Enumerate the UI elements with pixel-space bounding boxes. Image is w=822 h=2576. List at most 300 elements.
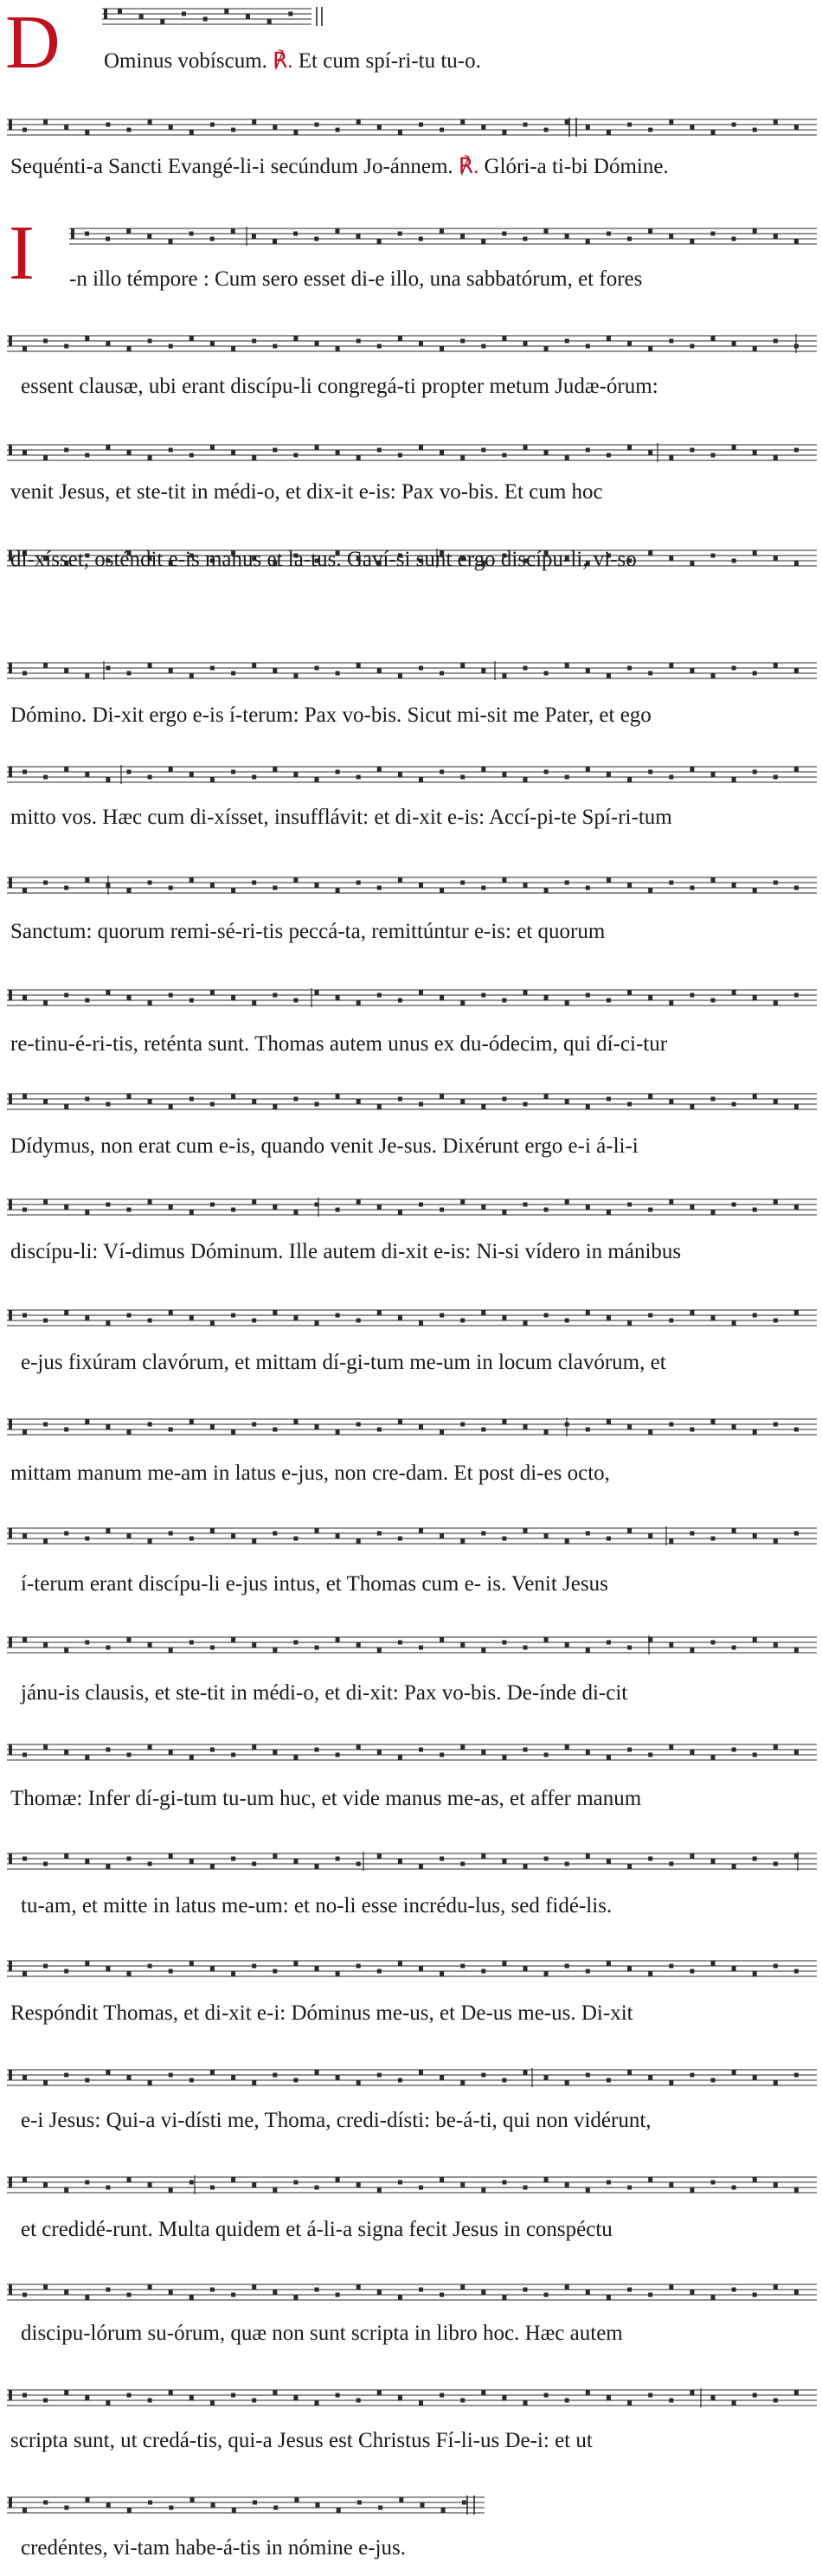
neume-note	[169, 448, 173, 453]
neume-note	[273, 1969, 277, 1974]
neume-note	[22, 451, 27, 455]
neume-note	[189, 2396, 194, 2400]
neume-note	[774, 339, 778, 344]
neume-note	[210, 123, 215, 127]
neume-note	[544, 2076, 549, 2080]
neume-note	[231, 2076, 235, 2080]
neume-note	[85, 1316, 89, 1320]
neume-note	[544, 1857, 549, 1861]
neume-note	[293, 2296, 298, 2300]
neume-note	[106, 1865, 110, 1869]
neume-note	[231, 1857, 235, 1861]
neume-note	[231, 1638, 235, 1642]
neume-note	[565, 456, 569, 460]
neume-note	[607, 2181, 611, 2185]
neume-note	[586, 2073, 590, 2078]
lyric-line-2	[10, 154, 669, 180]
chant-staff	[7, 1094, 817, 1109]
neume-note	[544, 347, 549, 351]
neume-note	[22, 2293, 27, 2297]
neume-note	[753, 889, 757, 893]
neume-note	[419, 446, 423, 450]
neume-note	[502, 999, 506, 1003]
neume-note	[481, 1428, 485, 1432]
neume-note	[419, 237, 423, 241]
neume-note	[586, 2391, 590, 2395]
neume-note	[293, 1962, 298, 1966]
neume-note	[732, 1529, 736, 1533]
neume-note	[648, 1534, 652, 1539]
chant-staff	[7, 2175, 817, 2194]
neume-note	[85, 674, 89, 678]
neume-note	[273, 448, 277, 453]
neume-note	[669, 1539, 673, 1544]
neume-note	[356, 881, 361, 885]
lyric-line-16: jánu-is clausis, et ste-tit in médi-o, et di-xit: Pax vo-bis. De-índe di-cit	[21, 1681, 628, 1705]
neume-note	[648, 229, 652, 234]
clef-mark	[9, 767, 12, 777]
neume-note	[565, 1100, 569, 1104]
neume-note	[85, 2181, 89, 2185]
neume-note	[377, 1105, 382, 1109]
clef-mark	[9, 336, 12, 346]
neume-note	[64, 1105, 68, 1109]
neume-note	[273, 1205, 277, 1210]
neume-note	[669, 1423, 673, 1427]
neume-note	[460, 1745, 465, 1750]
neume-note	[753, 1857, 757, 1861]
neume-note	[356, 1423, 361, 1427]
neume-note	[607, 1641, 611, 1645]
neume-note	[565, 339, 569, 344]
clef-mark	[9, 1094, 12, 1104]
neume-note	[565, 120, 569, 125]
neume-note	[481, 1105, 485, 1109]
neume-note	[127, 2076, 132, 2080]
neume-note	[22, 2178, 27, 2182]
neume-note	[398, 999, 402, 1003]
neume-note	[586, 993, 590, 998]
neume-note	[711, 674, 716, 678]
neume-note	[690, 1311, 694, 1315]
neume-note	[440, 1314, 444, 1318]
neume-note	[502, 453, 506, 458]
neume-note	[231, 2393, 235, 2398]
neume-note	[127, 1753, 132, 1757]
neume-note	[669, 1862, 673, 1866]
neume-note	[669, 881, 673, 885]
neume-note	[336, 1857, 340, 1861]
neume-note	[43, 2081, 48, 2085]
neume-note	[502, 2296, 506, 2300]
neume-note	[293, 878, 298, 883]
neume-note	[565, 1862, 569, 1866]
neume-note	[189, 232, 194, 236]
neume-note	[794, 448, 799, 453]
neume-note	[753, 1972, 757, 1976]
neume-note	[377, 1428, 382, 1432]
neume-note	[607, 773, 611, 777]
neume-note	[43, 120, 48, 125]
neume-note	[523, 1646, 528, 1650]
neume-note	[481, 1205, 485, 1210]
neume-note	[460, 2183, 465, 2187]
neume-note	[356, 339, 361, 344]
neume-note	[794, 240, 799, 244]
neume-note	[502, 1097, 506, 1102]
neume-note	[586, 1311, 590, 1315]
neume-note	[169, 1532, 173, 1536]
neume-note	[753, 2293, 757, 2297]
neume-note	[523, 2401, 528, 2406]
neume-note	[440, 229, 444, 234]
neume-note	[169, 1751, 173, 1755]
lyric-line-11: Dídymus, non erat cum e-is, quando venit Je-sus. Dixérunt ergo e-i á-li-i	[10, 1134, 639, 1158]
neume-note	[690, 1648, 694, 1653]
neume-note	[377, 1648, 382, 1653]
neume-note	[189, 453, 194, 458]
neume-note	[106, 1529, 110, 1533]
neume-note	[419, 1967, 423, 1971]
neume-note	[210, 1646, 215, 1650]
neume-note	[148, 1643, 152, 1648]
neume-note	[398, 1211, 402, 1215]
chant-staff	[7, 876, 817, 895]
neume-note	[85, 1641, 89, 1645]
neume-note	[398, 1860, 402, 1864]
chant-staff	[7, 1310, 817, 1326]
neume-note	[586, 1648, 590, 1653]
neume-note	[43, 2285, 48, 2290]
neume-note	[648, 1430, 652, 1435]
neume-note	[377, 2073, 382, 2078]
neume-note	[231, 1534, 235, 1539]
neume-note	[273, 2188, 277, 2193]
neume-note	[288, 12, 292, 16]
lyric-line-3: -n illo témpore : Cum sero esset di-e illo, una sabbatórum, et fores	[69, 267, 643, 291]
neume-note	[523, 666, 528, 671]
neume-note	[252, 339, 256, 344]
neume-note	[627, 1646, 632, 1650]
neume-note	[22, 1534, 27, 1539]
neume-note	[43, 664, 48, 668]
neume-note	[169, 1428, 173, 1432]
neume-note	[148, 2399, 152, 2403]
neume-note	[273, 2073, 277, 2078]
lyric-line-21: et credidé-runt. Multa quidem et á-li-a signa fecit Jesus in conspéctu	[21, 2218, 613, 2241]
neume-note	[336, 1972, 340, 1976]
neume-note	[399, 2498, 403, 2502]
clef-mark	[71, 228, 74, 239]
neume-note	[648, 671, 652, 676]
clef-mark	[9, 1199, 12, 1210]
neume-note	[106, 2288, 110, 2292]
clef-mark	[9, 663, 12, 673]
neume-note	[440, 451, 444, 455]
neume-note	[210, 883, 215, 888]
neume-note	[43, 1862, 48, 1866]
neume-note	[231, 1972, 235, 1976]
neume-note	[460, 456, 465, 460]
neume-note	[189, 1211, 194, 1215]
lyric-line-22: discipu-lórum su-órum, quæ non sunt scripta in libro hoc. Hæc autem	[21, 2322, 623, 2345]
lyric-line-5: venit Jesus, et ste-tit in médi-o, et dix-it e-is: Pax vo-bis. Et cum hoc	[10, 480, 603, 504]
clef-mark	[9, 2070, 12, 2080]
chant-staff	[7, 1744, 817, 1760]
neume-note	[127, 770, 132, 774]
clef-mark	[9, 445, 12, 455]
neume-note	[189, 1097, 194, 1102]
neume-note	[336, 1753, 340, 1757]
neume-note	[523, 1425, 528, 1429]
neume-note	[85, 1420, 89, 1424]
neume-note	[252, 664, 256, 668]
neume-note	[43, 1100, 48, 1104]
neume-note	[502, 131, 506, 135]
neume-note	[293, 1316, 298, 1320]
neume-note	[502, 878, 506, 883]
neume-note	[419, 1321, 423, 1326]
neume-note	[127, 1314, 132, 1318]
neume-note	[315, 2288, 319, 2292]
neume-note	[440, 2393, 444, 2398]
neume-note	[148, 881, 152, 885]
neume-note	[669, 456, 673, 460]
neume-note	[22, 1430, 27, 1435]
neume-note	[148, 1423, 152, 1427]
neume-note	[607, 2078, 611, 2083]
neume-note	[460, 1423, 465, 1427]
neume-note	[586, 886, 590, 890]
lyric-line-10: re-tinu-é-ri-tis, reténta sunt. Thomas autem unus ex du-ódecim, qui dí-ci-tur	[10, 1032, 668, 1056]
neume-note	[753, 2393, 757, 2398]
neume-note	[523, 1748, 528, 1752]
neume-note	[22, 1314, 27, 1318]
neume-note	[127, 1972, 132, 1976]
neume-note	[711, 773, 716, 777]
neume-note	[336, 671, 340, 676]
neume-note	[690, 240, 694, 244]
response-symbol: ℟.	[273, 49, 293, 73]
neume-note	[337, 2509, 341, 2513]
neume-note	[440, 2076, 444, 2080]
neume-note	[794, 1428, 799, 1432]
neume-note	[502, 1860, 506, 1864]
neume-note	[64, 1751, 68, 1755]
neume-note	[460, 339, 465, 344]
lyric-text: Ominus vobíscum.	[104, 49, 267, 73]
neume-note	[794, 993, 799, 998]
neume-note	[160, 20, 164, 24]
neume-note	[440, 1208, 444, 1212]
neume-note	[648, 1857, 652, 1861]
neume-note	[481, 2073, 485, 2078]
neume-note	[293, 773, 298, 777]
neume-note	[356, 120, 361, 125]
neume-note	[440, 1972, 444, 1976]
neume-note	[774, 1100, 778, 1104]
neume-note	[481, 344, 485, 349]
neume-note	[356, 1319, 361, 1323]
neume-note	[627, 2186, 632, 2190]
neume-note	[231, 2293, 235, 2297]
neume-note	[148, 1100, 152, 1104]
neume-note	[586, 768, 590, 772]
neume-note	[210, 1203, 215, 1207]
neume-note	[398, 1537, 402, 1541]
neume-note	[315, 883, 319, 888]
neume-note	[148, 775, 152, 780]
neume-note	[106, 1321, 110, 1326]
neume-note	[669, 1964, 673, 1969]
neume-note	[148, 1745, 152, 1750]
neume-note	[523, 1321, 528, 1326]
neume-note	[293, 232, 298, 236]
neume-note	[711, 999, 716, 1003]
neume-note	[106, 778, 110, 782]
neume-note	[148, 1539, 152, 1544]
neume-note	[64, 1205, 68, 1210]
neume-note	[189, 1316, 194, 1320]
neume-note	[22, 1972, 27, 1976]
neume-note	[753, 2076, 757, 2080]
neume-note	[440, 2293, 444, 2297]
neume-note	[544, 1638, 549, 1642]
neume-note	[377, 1532, 382, 1536]
neume-note	[315, 778, 319, 782]
clef-mark	[9, 1853, 12, 1864]
neume-note	[523, 2071, 528, 2075]
neume-note	[148, 1964, 152, 1969]
neume-note	[565, 775, 569, 780]
neume-note	[127, 451, 132, 455]
neume-note	[106, 1425, 110, 1429]
neume-note	[252, 1001, 256, 1005]
neume-note	[64, 448, 68, 453]
neume-note	[315, 123, 319, 127]
clef-mark	[9, 1419, 12, 1429]
neume-note	[293, 1641, 298, 1645]
neume-note	[690, 2073, 694, 2078]
neume-note	[419, 1203, 423, 1207]
neume-note	[460, 1200, 465, 1204]
neume-note	[544, 2393, 549, 2398]
lyric-line-18: tu-am, et mitte in latus me-um: et no-li esse incrédu-lus, sed fidé-lis.	[21, 1894, 613, 1918]
neume-note	[118, 10, 122, 14]
neume-note	[85, 453, 89, 458]
neume-note	[711, 1537, 716, 1541]
neume-note	[753, 1430, 757, 1435]
neume-note	[273, 768, 277, 772]
neume-note	[22, 770, 27, 774]
neume-note	[252, 120, 256, 125]
neume-note	[586, 1428, 590, 1432]
neume-note	[794, 1105, 799, 1109]
neume-note	[711, 1097, 716, 1102]
neume-note	[481, 125, 485, 130]
neume-note	[293, 999, 298, 1003]
neume-note	[753, 671, 757, 676]
neume-note	[189, 1641, 194, 1645]
neume-note	[440, 1534, 444, 1539]
neume-note	[43, 1964, 48, 1969]
neume-note	[169, 2290, 173, 2295]
neume-note	[273, 240, 277, 244]
neume-note	[22, 671, 27, 676]
neume-note	[357, 2501, 362, 2505]
neume-note	[273, 1311, 277, 1315]
neume-note	[127, 671, 132, 676]
neume-note	[356, 1643, 361, 1648]
neume-note	[293, 2181, 298, 2185]
neume-note	[753, 1314, 757, 1318]
neume-note	[648, 1314, 652, 1318]
neume-note	[356, 2399, 361, 2403]
neume-note	[315, 1748, 319, 1752]
neume-note	[189, 131, 194, 135]
neume-note	[210, 342, 215, 346]
neume-note	[273, 2506, 278, 2510]
neume-note	[43, 775, 48, 780]
neume-note	[627, 2288, 632, 2292]
neume-note	[627, 666, 632, 671]
neume-note	[315, 1967, 319, 1971]
neume-note	[419, 2401, 423, 2406]
neume-note	[586, 448, 590, 453]
neume-note	[273, 2391, 277, 2395]
neume-note	[648, 889, 652, 893]
neume-note	[106, 2186, 110, 2190]
neume-note	[189, 1860, 194, 1864]
neume-note	[64, 669, 68, 673]
neume-note	[502, 1641, 506, 1645]
clef-mark	[9, 1528, 12, 1539]
neume-note	[481, 2188, 485, 2193]
neume-note	[106, 1102, 110, 1107]
neume-note	[669, 775, 673, 780]
neume-note	[356, 775, 361, 780]
neume-note	[586, 125, 590, 130]
neume-note	[169, 2073, 173, 2078]
neume-note	[210, 2401, 215, 2406]
neume-note	[169, 240, 173, 244]
neume-note	[169, 2188, 173, 2193]
lyric-text: Sequénti-a Sancti Evangé-li-i secúndum Jo-ánnem.	[10, 155, 453, 178]
neume-note	[169, 768, 173, 772]
chant-staff	[7, 2068, 817, 2087]
neume-note	[419, 123, 423, 127]
chant-staff	[7, 118, 817, 137]
neume-note	[169, 1311, 173, 1315]
lyric-line-14: mittam manum me-am in latus e-jus, non cre-dam. Et post di-es octo,	[10, 1461, 610, 1485]
neume-note	[224, 10, 228, 14]
neume-note	[356, 1100, 361, 1104]
neume-note	[502, 1756, 506, 1760]
lyric-line-15: í-terum erant discípu-li e-jus intus, et Thomas cum e- is. Venit Jesus	[21, 1572, 608, 1596]
neume-note	[64, 768, 68, 772]
neume-note	[627, 1865, 632, 1869]
neume-note	[315, 2071, 319, 2075]
neume-note	[648, 451, 652, 455]
neume-note	[753, 347, 757, 351]
neume-note	[544, 229, 549, 234]
neume-note	[690, 2188, 694, 2193]
response-symbol: ℟.	[458, 155, 479, 178]
neume-note	[231, 1753, 235, 1757]
chant-staff	[7, 2496, 485, 2515]
neume-note	[481, 886, 485, 890]
neume-note	[544, 1534, 549, 1539]
